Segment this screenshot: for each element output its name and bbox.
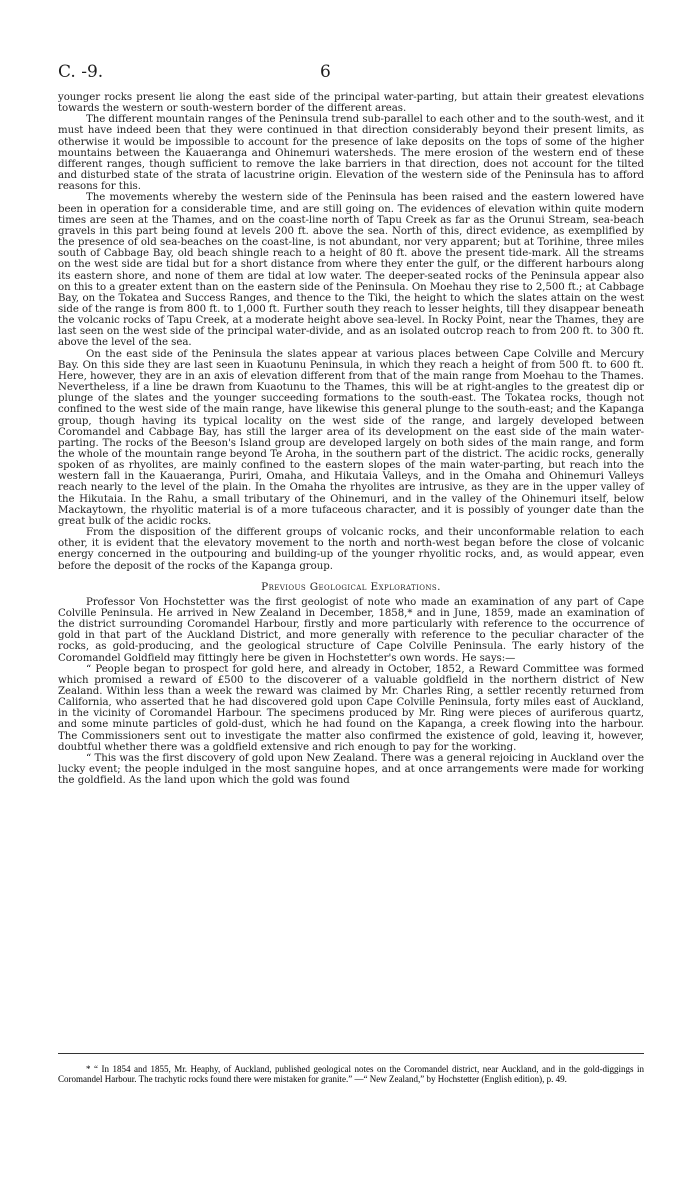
- paragraph: younger rocks present lie along the east side of the principal water-parting, but attain their greatest elevations towards the western or south-western border of the different areas.: [58, 92, 644, 115]
- paragraph: On the east side of the Peninsula the slates appear at various places between Cape Colville and Mercury Bay. On this side they are last seen in Kuaotunu Peninsula, in which they reach a height of from 500 ft. to 600 ft. Here, however, they are in an axis of elevation different from that of the main range from Moehau to the Thames. Nevertheless, if a line be drawn from Kuaotunu to the Thames, this will be at right-angles to the greatest dip or plunge of the slates and the younger succeeding formations to the south-east. The Tokatea rocks, though not confined to the west side of the main range, have likewise this general plunge to the south-east; and the Kapanga group, though having its typical locality on the west side of the range, and largely developed between Coromandel and Cabbage Bay, has still the larger area of its development on the east side of the main water-parting. The rocks of the Beeson's Island group are developed largely on both sides of the main range, and form the whole of the mountain range beyond Te Aroha, in the southern part of the district. The acidic rocks, generally spoken of as rhyolites, are mainly confined to the eastern slopes of the main water-parting, but reach into the western fall in the Kauaeranga, Puriri, Omaha, and Hikutaia Valleys, and in the Omaha and Ohinemuri Valleys reach nearly to the level of the plain. In the Omaha the rhyolites are intrusive, as they are in the upper valley of the Hikutaia. In the Rahu, a small tributary of the Ohinemuri, and in the valley of the Ohinemuri itself, below Mackaytown, the rhyolitic material is of a more tufaceous character, and it is possibly of younger date than the great bulk of the acidic rocks.: [58, 348, 644, 527]
- body-text: [58, 92, 644, 786]
- paragraph: The different mountain ranges of the Peninsula trend sub-parallel to each other and to the south-west, and it must have indeed been that they were continued in that direction considerably beyond their present limits, as otherwise it would be impossible to account for the presence of lake deposits on the tops of some of the higher mountains between the Kauaeranga and Ohinemuri watersheds. The mere erosion of the western end of these different ranges, though sufficient to remove the lake barriers in that direction, does not account for the tilted and disturbed state of the strata of lacustrine origin. Elevation of the western side of the Peninsula has to afford reasons for this.: [58, 114, 644, 193]
- quoted-paragraph: “ This was the first discovery of gold upon New Zealand. There was a general rejoicing in Auckland over the lucky event; the people indulged in the most sanguine hopes, and at once arrangements were made for working the goldfield. As the land upon which the gold was found: [58, 752, 644, 787]
- document-reference: C. -9.: [58, 62, 104, 82]
- paragraph: Professor Von Hochstetter was the first geologist of note who made an examination of any part of Cape Colville Peninsula. He arrived in New Zealand in December, 1858,* and in June, 1859, made an examination of the district surrounding Coromandel Harbour, firstly and more particularly with reference to the occurrence of gold in that part of the Auckland District, and more generally with reference to the peculiar character of the rocks, as gold-producing, and the geological structure of Cape Colville Peninsula. The early history of the Coromandel Goldfield may fittingly here be given in Hochstetter's own words. He says:—: [58, 596, 644, 664]
- page-header: [58, 62, 644, 92]
- quoted-paragraph: “ People began to prospect for gold here, and already in October, 1852, a Reward Committee was formed which promised a reward of £500 to the discoverer of a valuable goldfield in the northern district of New Zealand. Within less than a week the reward was claimed by Mr. Charles Ring, a settler recently returned from California, who asserted that he had discovered gold upon Cape Colville Peninsula, forty miles east of Auckland, in the vicinity of Coromandel Harbour. The specimens produced by Mr. Ring were pieces of auriferous quartz, and some minute particles of gold-dust, which he had found on the Kapanga, a creek flowing into the harbour. The Commissioners sent out to investigate the matter also confirmed the existence of gold, leaving it, however, doubtful whether there was a goldfield extensive and rich enough to pay for the working.: [58, 663, 644, 753]
- page-number: 6: [320, 62, 331, 82]
- paragraph: The movements whereby the western side of the Peninsula has been raised and the eastern lowered have been in operation for a considerable time, and are still going on. The evidences of elevation within quite modern times are seen at the Thames, and on the coast-line north of Tapu Creek as far as the Orunui Stream, sea-beach gravels in this part being found at levels 200 ft. above the sea. North of this, direct evidence, as exemplified by the presence of old sea-beaches on the coast-line, is not abundant, nor very apparent; but at Torihine, three miles south of Cabbage Bay, old beach shingle reach to a height of 80 ft. above the present tide-mark. All the streams on the west side are tidal but for a short distance from where they enter the gulf, or the different harbours along its eastern shore, and none of them are tidal at low water. The deeper-seated rocks of the Peninsula appear also on this to a greater extent than on the eastern side of the Peninsula. On Moehau they rise to 2,500 ft.; at Cabbage Bay, on the Tokatea and Success Ranges, and thence to the Tiki, the height to which the slates attain on the west side of the range is from 800 ft. to 1,000 ft. Further south they reach to lesser heights, till they disappear beneath the volcanic rocks of Tapu Creek, at a moderate height above sea-level. In Rocky Point, near the Thames, they are last seen on the west side of the principal water-divide, and as an isolated outcrop reach to from 200 ft. to 300 ft. above the level of the sea.: [58, 192, 644, 349]
- section-heading: Previous Geological Explorations.: [261, 580, 441, 593]
- footnote: * “ In 1854 and 1855, Mr. Heaphy, of Auckland, published geological notes on the Coromandel district, near Auckland, and in the gold-diggings in Coromandel Harbour. The trachytic rocks found there were mistaken for granite.” —“ New Zealand,” by Hochstetter (English edition), p. 49.: [58, 1064, 644, 1084]
- footnote-divider: [58, 1053, 644, 1054]
- paragraph: From the disposition of the different groups of volcanic rocks, and their unconformable relation to each other, it is evident that the elevatory movement to the north and north-west began before the close of volcanic energy concerned in the outpouring and building-up of the younger rhyolitic rocks, and, as would appear, even before the deposit of the rocks of the Kapanga group.: [58, 527, 644, 572]
